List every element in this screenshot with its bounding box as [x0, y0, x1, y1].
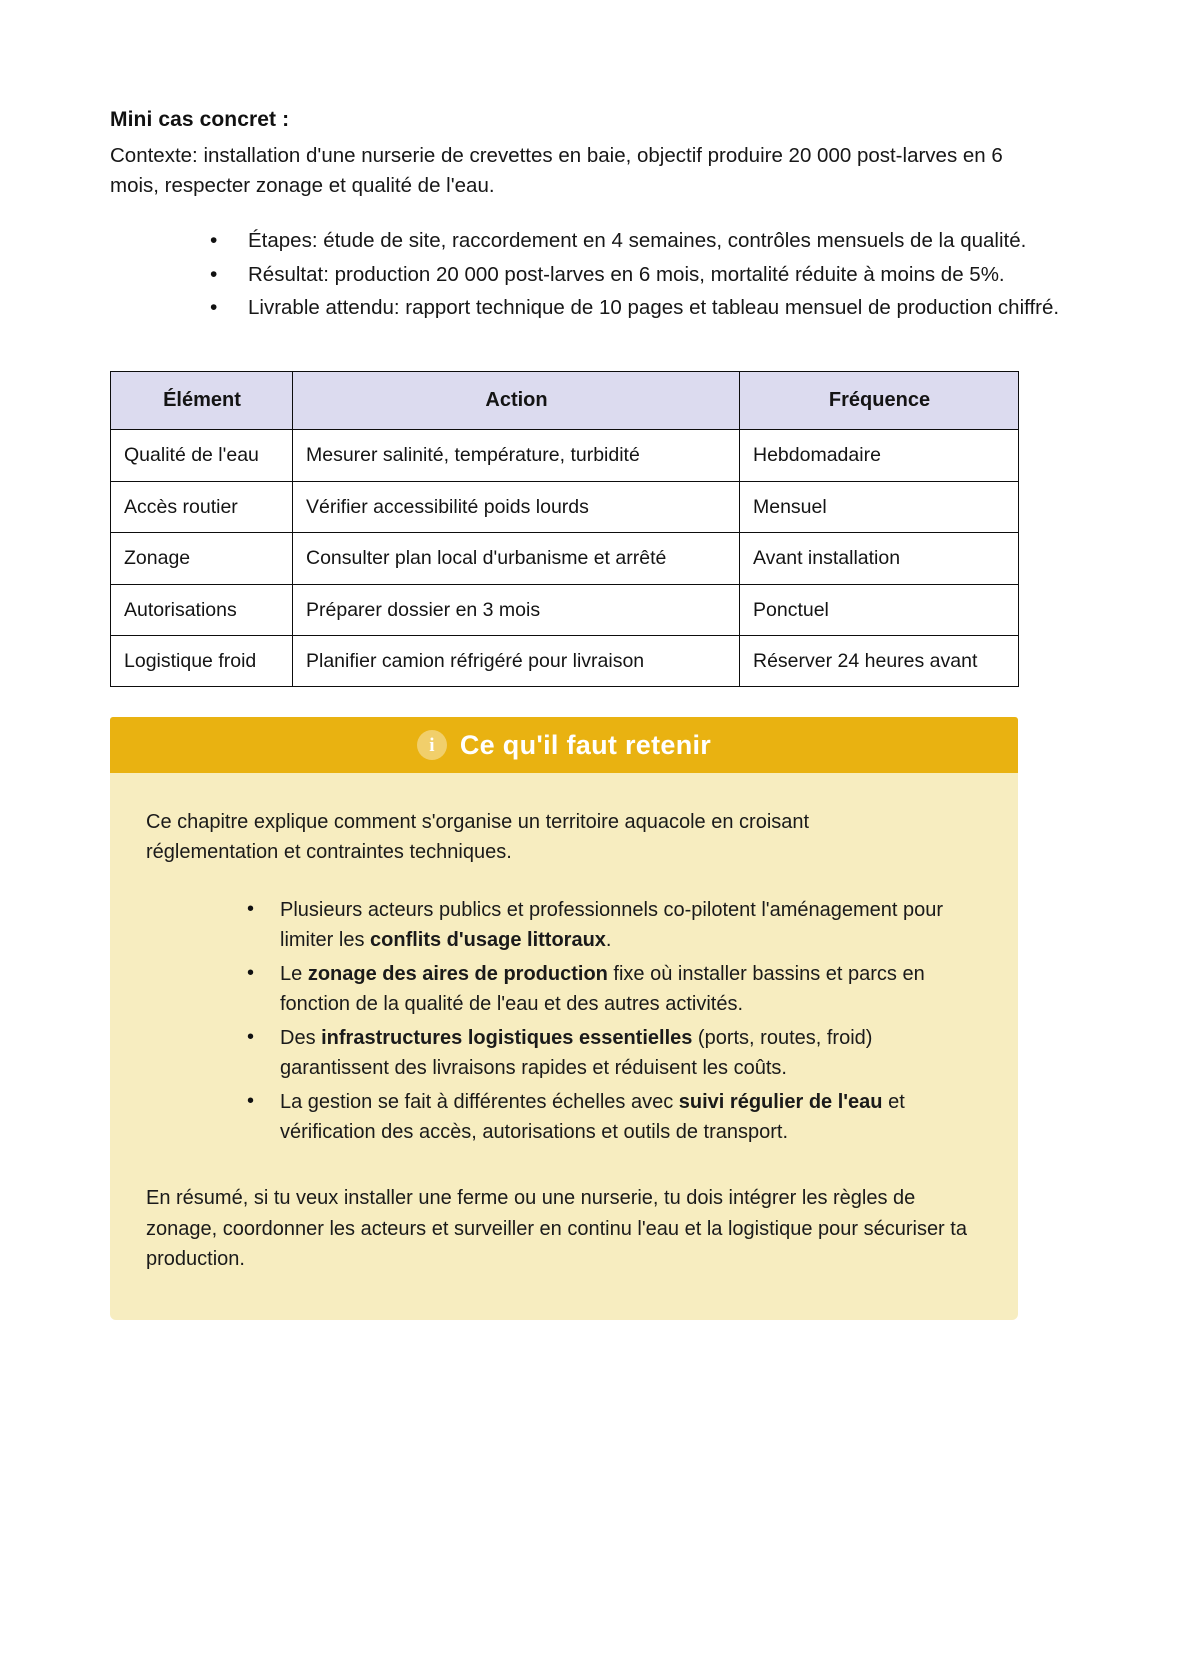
cell-action: Mesurer salinité, température, turbidité [293, 430, 740, 481]
context-paragraph: Contexte: installation d'une nurserie de crevettes en baie, objectif produire 20 000 post-larves en 6 mois, respecter zonage et qualité de l'eau. [110, 144, 1003, 197]
bullet-text-pre: La gestion se fait à différentes échelles avec [280, 1091, 679, 1114]
list-item [241, 959, 978, 1019]
cell-frequence: Ponctuel [740, 584, 1019, 635]
bullet-text-bold: infrastructures logistiques essentielles [321, 1027, 693, 1050]
bullet-text-pre: Le [280, 963, 308, 986]
cell-frequence: Réserver 24 heures avant [740, 635, 1019, 686]
table-row [111, 481, 1019, 532]
case-steps-list [110, 226, 1090, 323]
callout-outro-paragraph: En résumé, si tu veux installer une ferme ou une nurserie, tu dois intégrer les règles de zonage, coordonner les acteurs et surveiller en continu l'eau et la logistique pour sécuriser ta production. [146, 1187, 967, 1271]
cell-element: Accès routier [111, 481, 293, 532]
table-header-row [111, 372, 1019, 430]
list-item [241, 895, 978, 955]
page-title: Mini cas concret : [110, 108, 290, 131]
list-item: • Étapes: étude de site, raccordement en 4 semaines, contrôles mensuels de la qualité. [202, 226, 1068, 256]
callout-bullet-list [146, 895, 978, 1147]
cell-element: Autorisations [111, 584, 293, 635]
info-icon: i [417, 730, 447, 760]
cell-element: Logistique froid [111, 635, 293, 686]
cell-frequence: Mensuel [740, 481, 1019, 532]
list-item [241, 1087, 978, 1147]
cell-action: Consulter plan local d'urbanisme et arrêté [293, 533, 740, 584]
column-header-frequence: Fréquence [740, 372, 1019, 430]
cell-frequence: Avant installation [740, 533, 1019, 584]
bullet-text-bold: zonage des aires de production [307, 963, 608, 986]
cell-action: Vérifier accessibilité poids lourds [293, 481, 740, 532]
bullet-text-pre: Plusieurs acteurs publics et professionnels co-pilotent l'aménagement pour limiter les [280, 899, 944, 952]
bullet-text-post: fixe où installer bassins et parcs en fonction de la qualité de l'eau et des autres activités. [280, 963, 925, 1016]
key-takeaways-callout [110, 717, 1018, 1320]
cell-element: Qualité de l'eau [111, 430, 293, 481]
bullet-text-post: . [605, 929, 612, 952]
cell-element: Zonage [111, 533, 293, 584]
monitoring-table-wrapper [110, 371, 1090, 687]
cell-frequence: Hebdomadaire [740, 430, 1019, 481]
callout-body [110, 773, 1018, 1274]
column-header-element: Élément [111, 372, 293, 430]
callout-intro-paragraph: Ce chapitre explique comment s'organise un territoire aquacole en croisant réglementation et contraintes techniques. [146, 811, 810, 864]
bullet-text-pre: Des [280, 1027, 322, 1050]
list-item: • Livrable attendu: rapport technique de 10 pages et tableau mensuel de production chiffré. [202, 293, 1068, 323]
callout-title: Ce qu'il faut retenir [459, 729, 712, 760]
cell-action: Préparer dossier en 3 mois [293, 584, 740, 635]
bullet-text-bold: conflits d'usage littoraux [370, 929, 606, 952]
bullet-text-post: (ports, routes, froid) garantissent des livraisons rapides et réduisent les coûts. [280, 1027, 873, 1080]
column-header-action: Action [293, 372, 740, 430]
table-row [111, 635, 1019, 686]
list-item [241, 1023, 978, 1083]
monitoring-table [110, 371, 1019, 687]
table-row [111, 533, 1019, 584]
table-row [111, 430, 1019, 481]
callout-header [110, 717, 1018, 773]
cell-action: Planifier camion réfrigéré pour livraison [293, 635, 740, 686]
bullet-text-post: et vérification des accès, autorisations et outils de transport. [280, 1091, 905, 1144]
list-item: • Résultat: production 20 000 post-larves en 6 mois, mortalité réduite à moins de 5%. [202, 260, 1068, 290]
table-row [111, 584, 1019, 635]
bullet-text-bold: suivi régulier de l'eau [678, 1091, 883, 1114]
